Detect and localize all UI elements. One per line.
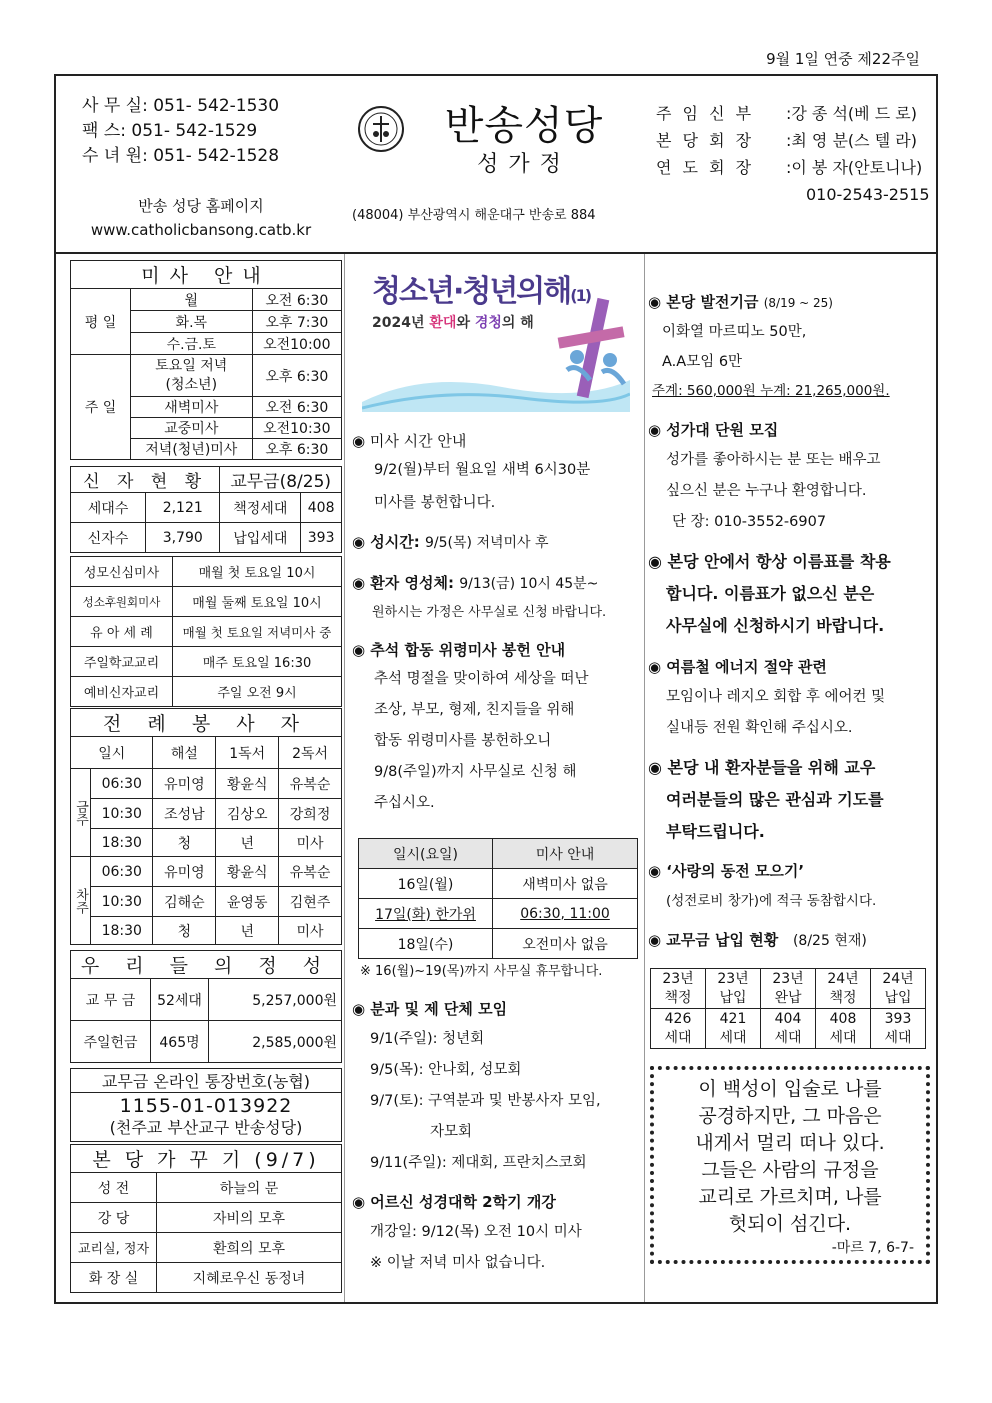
chuseok-mass: 오전미사 없음 (493, 929, 638, 959)
server-name: 유복순 (279, 769, 342, 799)
officer-phone: 010-2543-2515 (806, 185, 930, 204)
officers-block (656, 100, 930, 208)
chuseok-mass-table (358, 838, 638, 959)
schedule-value: 주일 오전 9시 (173, 677, 342, 707)
notice-title: ◉ 교무금 납입 현황 (648, 931, 779, 949)
fee-title: 교무금(8/25) (220, 467, 342, 493)
server-time: 18:30 (91, 917, 153, 945)
account-number: 1155-01-013922 (119, 1095, 293, 1117)
banner-number: (1) (570, 286, 591, 305)
cleaning-area: 강 당 (71, 1203, 157, 1233)
notice-body: 모임이나 레지오 회합 후 에어컨 및 (666, 689, 886, 705)
choir-contact: 단 장: 010-3552-6907 (672, 514, 827, 530)
officer-row (656, 100, 930, 127)
banner-year-suffix: 의 해 (501, 315, 534, 331)
banner-hospitality: 환대 (429, 315, 457, 331)
officer-role: 연 도 회 장 (656, 158, 755, 177)
server-time: 18:30 (91, 829, 153, 857)
this-week-label: 금주 (71, 769, 91, 857)
homepage-url[interactable]: www.catholicbansong.catb.kr (90, 221, 312, 239)
fee-status-value: 393 세대 (871, 1009, 926, 1049)
notice-title: ◉ 어르신 성경대학 2학기 개강 (352, 1193, 556, 1211)
chuseok-date: 16일(월) (359, 869, 493, 899)
server-name: 청 (153, 829, 216, 857)
server-name: 미사 (279, 917, 342, 945)
member-value: 2,121 (146, 493, 220, 523)
offering-count: 465명 (151, 1021, 209, 1063)
quote-line: 그들은 사람의 규정을 (701, 1159, 879, 1181)
meeting-item: 9/1(주일): 청년회 (370, 1031, 485, 1047)
fee-status-header: 24년 납입 (871, 969, 926, 1009)
quote-line: 헛되이 섬긴다. (728, 1213, 852, 1235)
notice-title: ◉ 성시간: (352, 533, 426, 551)
chuseok-mass: 06:30, 11:00 (493, 899, 638, 929)
fee-value: 393 (301, 523, 342, 553)
banner-title: 청소년·청년의해 (372, 274, 571, 309)
fee-status-header: 23년 책정 (651, 969, 706, 1009)
cleaning-group: 하늘의 문 (157, 1173, 342, 1203)
offering-key: 주일헌금 (71, 1021, 151, 1063)
quote-line: 공경하지만, 그 마음은 (698, 1105, 882, 1127)
chuseok-mass: 새벽미사 없음 (493, 869, 638, 899)
mass-time: 오전10:00 (252, 333, 341, 355)
cleaning-title: 본 당 가 꾸 기 (9/7) (71, 1145, 342, 1173)
server-name: 년 (216, 829, 279, 857)
mass-day: 월 (131, 289, 253, 311)
server-name: 유미영 (153, 769, 216, 799)
servers-header: 일시 (71, 737, 153, 769)
server-name: 김해순 (153, 887, 216, 917)
chuseok-date: 17일(화) 한가위 (359, 899, 493, 929)
notice-body: 조상, 부모, 형제, 친지들을 위해 (374, 702, 575, 718)
cleaning-table (70, 1144, 342, 1293)
notice-body: 여러분들의 많은 관심과 기도를 (666, 790, 884, 809)
date-line: 9월 1일 연중 제22주일 (766, 50, 920, 68)
mass-schedule-title: 미사 안내 (71, 261, 342, 289)
mass-time: 오후 6:30 (252, 439, 341, 460)
server-name: 조성남 (153, 799, 216, 829)
notice-period: (8/19 ~ 25) (763, 296, 833, 310)
schedule-value: 매월 첫 토요일 10시 (173, 557, 342, 587)
server-name: 미사 (279, 829, 342, 857)
mass-schedule-table (70, 260, 342, 460)
sunday-label: 주 일 (71, 355, 131, 460)
account-title: 교무금 온라인 통장번호(농협) (71, 1069, 342, 1093)
next-week-label: 차주 (71, 857, 91, 945)
notice-body: 9/8(주일)까지 사무실로 신청 해 (374, 764, 577, 780)
notice-body: 9/13(금) 10시 45분~ (459, 576, 599, 592)
account-holder: (천주교 부산교구 반송성당) (109, 1118, 303, 1137)
notice-title: ◉ ‘사랑의 동전 모으기’ (648, 862, 805, 880)
notice-body: ◉ 본당 안에서 항상 이름표를 착용 (648, 552, 891, 571)
bulletin-frame (54, 74, 938, 1304)
middle-notices (352, 428, 638, 819)
officer-name: :이 봉 자(안토니나) (786, 158, 923, 177)
phone-office: 사 무 실: 051- 542-1530 (82, 96, 280, 116)
servers-header: 2독서 (279, 737, 342, 769)
notice-body: ◉ 본당 내 환자분들을 위해 교우 (648, 758, 876, 777)
schedule-value: 매주 토요일 16:30 (173, 647, 342, 677)
members-title: 신 자 현 황 (71, 467, 220, 493)
member-value: 3,790 (146, 523, 220, 553)
notice-body: 싶으신 분은 누구나 환영합니다. (666, 483, 867, 499)
account-table (70, 1068, 342, 1142)
chuseok-header: 미사 안내 (493, 839, 638, 869)
fee-status-header: 23년 납입 (706, 969, 761, 1009)
offering-amount: 2,585,000원 (209, 1021, 342, 1063)
notice-title: ◉ 본당 발전기금 (648, 293, 764, 311)
mass-time: 오전 6:30 (252, 397, 341, 418)
schedule-key: 유 아 세 례 (71, 617, 173, 647)
liturgy-servers-table (70, 708, 342, 945)
notice-body: A.A모임 6만 (662, 354, 743, 370)
server-name: 유미영 (153, 857, 216, 887)
server-name: 유복순 (279, 857, 342, 887)
servers-header: 1독서 (216, 737, 279, 769)
cleaning-group: 자비의 모후 (157, 1203, 342, 1233)
cleaning-group: 지혜로우신 동정녀 (157, 1263, 342, 1293)
notice-body: 실내등 전원 확인해 주십시오. (666, 720, 853, 736)
notice-title: ◉ 분과 및 제 단체 모임 (352, 1000, 508, 1018)
server-name: 김상오 (216, 799, 279, 829)
officer-name: :강 종 석(베 드 로) (786, 104, 917, 123)
server-name: 윤영동 (216, 887, 279, 917)
chuseok-header: 일시(요일) (359, 839, 493, 869)
chuseok-note: ※ 16(월)~19(목)까지 사무실 휴무합니다. (360, 964, 603, 979)
schedule-key: 예비신자교리 (71, 677, 173, 707)
quote-reference: -마르 7, 6-7- (831, 1240, 914, 1256)
banner-year: 2024년 (372, 315, 430, 331)
title-block (354, 94, 654, 178)
server-time: 06:30 (91, 857, 153, 887)
chuseok-date: 18일(수) (359, 929, 493, 959)
servers-header: 해설 (153, 737, 216, 769)
notice-date: (8/25 현재) (792, 933, 867, 949)
banner-and: 와 (456, 315, 475, 331)
youth-year-banner (362, 262, 630, 412)
members-table (70, 466, 342, 553)
mass-time: 오전10:30 (252, 418, 341, 439)
fee-status-value: 421 세대 (706, 1009, 761, 1049)
scripture-quote-box (650, 1066, 930, 1264)
officer-row (656, 154, 930, 181)
quote-line: 교리로 가르치며, 나를 (698, 1186, 882, 1208)
offerings-table (70, 950, 342, 1063)
column-divider (644, 254, 645, 1302)
cleaning-area: 화 장 실 (71, 1263, 157, 1293)
mass-day: 저녁(청년)미사 (131, 439, 253, 460)
notice-body: 추석 명절을 맞이하여 세상을 떠난 (374, 671, 589, 687)
fee-value: 408 (301, 493, 342, 523)
fax-number: 팩 스: 051- 542-1529 (82, 121, 258, 141)
mass-day: 토요일 저녁 (청소년) (131, 355, 253, 397)
cleaning-group: 환희의 모후 (157, 1233, 342, 1263)
officer-role: 본 당 회 장 (656, 131, 755, 150)
header-divider (56, 252, 936, 254)
quote-line: 이 백성이 입술로 나를 (698, 1078, 882, 1100)
notice-title: ◉ 추석 합동 위령미사 봉헌 안내 (352, 641, 566, 659)
notice-body: 이화열 마르띠노 50만, (662, 324, 807, 340)
server-name: 강희정 (279, 799, 342, 829)
banner-listening: 경청 (474, 315, 502, 331)
notice-body: 부탁드립니다. (666, 822, 765, 841)
notice-title: ◉ 미사 시간 안내 (352, 432, 467, 450)
schedule-key: 성모신심미사 (71, 557, 173, 587)
regular-schedule-table (70, 556, 342, 707)
fee-status-value: 426 세대 (651, 1009, 706, 1049)
servers-title: 전 례 봉 사 자 (71, 709, 342, 737)
bulletin-subtitle: 성가정 (477, 152, 571, 177)
notice-body: 성가를 좋아하시는 분 또는 배우고 (666, 452, 881, 468)
mass-day: 교중미사 (131, 418, 253, 439)
server-name: 황윤식 (216, 769, 279, 799)
notice-body: 합니다. 이름표가 없으신 분은 (666, 584, 875, 603)
notice-title: ◉ 환자 영성체: (352, 574, 460, 592)
offering-key: 교 무 금 (71, 979, 151, 1021)
notice-body: ※ 이날 저녁 미사 없습니다. (370, 1255, 546, 1271)
fee-status-value: 404 세대 (761, 1009, 816, 1049)
meeting-item: 9/5(목): 안나회, 성모회 (370, 1062, 522, 1078)
mass-time: 오전 6:30 (252, 289, 341, 311)
officer-row (656, 127, 930, 154)
member-key: 신자수 (71, 523, 146, 553)
member-key: 세대수 (71, 493, 146, 523)
notice-body: 주십시오. (374, 795, 435, 811)
fund-total: 주계: 560,000원 누계: 21,265,000원. (652, 383, 890, 399)
mass-day: 새벽미사 (131, 397, 253, 418)
notice-body: 9/2(월)부터 월요일 새벽 6시30분 (374, 462, 591, 478)
notice-body: 9/5(목) 저녁미사 후 (425, 535, 549, 551)
mass-day: 수.금.토 (131, 333, 253, 355)
schedule-value: 매월 둘째 토요일 10시 (173, 587, 342, 617)
homepage-block (70, 194, 332, 242)
mass-day: 화.목 (131, 311, 253, 333)
meeting-item: 9/7(토): 구역분과 및 반봉사자 모임, (370, 1093, 601, 1109)
fee-status-header: 24년 책정 (816, 969, 871, 1009)
nuns-phone: 수 녀 원: 051- 542-1528 (82, 146, 280, 166)
cleaning-area: 성 전 (71, 1173, 157, 1203)
notice-title: ◉ 여름철 에너지 절약 관련 (648, 658, 827, 676)
homepage-label: 반송 성당 홈페이지 (138, 197, 264, 215)
fee-status-header: 23년 완납 (761, 969, 816, 1009)
quote-line: 내게서 멀리 떠나 있다. (695, 1132, 885, 1154)
fee-status-table (650, 968, 926, 1049)
notice-body: 사무실에 신청하시기 바랍니다. (666, 616, 885, 635)
meeting-item: 9/11(주일): 제대회, 프란치스코회 (370, 1155, 587, 1171)
schedule-key: 주일학교교리 (71, 647, 173, 677)
right-notices (648, 288, 932, 955)
church-address: (48004) 부산광역시 해운대구 반송로 884 (352, 208, 596, 223)
offering-amount: 5,257,000원 (209, 979, 342, 1021)
meeting-item: 자모회 (430, 1124, 473, 1140)
middle-notices-lower (352, 994, 638, 1279)
notice-body: 개강일: 9/12(목) 오전 10시 미사 (370, 1224, 582, 1240)
server-time: 06:30 (91, 769, 153, 799)
notice-body: (성전로비 창가)에 적극 동참합시다. (666, 893, 877, 909)
fee-key: 납입세대 (220, 523, 301, 553)
server-name: 청 (153, 917, 216, 945)
mass-time: 오후 6:30 (252, 355, 341, 397)
offerings-title: 우 리 들 의 정 성 (71, 951, 342, 979)
fee-status-value: 408 세대 (816, 1009, 871, 1049)
fee-key: 책정세대 (220, 493, 301, 523)
server-name: 김현주 (279, 887, 342, 917)
contact-block (82, 94, 279, 169)
server-time: 10:30 (91, 887, 153, 917)
church-name: 반송성당 (444, 103, 604, 149)
cleaning-area: 교리실, 정자 (71, 1233, 157, 1263)
notice-title: ◉ 성가대 단원 모집 (648, 421, 779, 439)
server-time: 10:30 (91, 799, 153, 829)
mass-time: 오후 7:30 (252, 311, 341, 333)
column-divider (344, 254, 345, 1302)
offering-count: 52세대 (151, 979, 209, 1021)
schedule-value: 매월 첫 토요일 저녁미사 중 (173, 617, 342, 647)
server-name: 황윤식 (216, 857, 279, 887)
server-name: 년 (216, 917, 279, 945)
officer-name: :최 영 분(스 텔 라) (786, 131, 917, 150)
notice-body: 원하시는 가정은 사무실로 신청 바랍니다. (372, 605, 607, 620)
weekday-label: 평 일 (71, 289, 131, 355)
schedule-key: 성소후원회미사 (71, 587, 173, 617)
notice-body: 합동 위령미사를 봉헌하오니 (374, 733, 552, 749)
officer-role: 주 임 신 부 (656, 104, 755, 123)
notice-body: 미사를 봉헌합니다. (374, 495, 496, 511)
